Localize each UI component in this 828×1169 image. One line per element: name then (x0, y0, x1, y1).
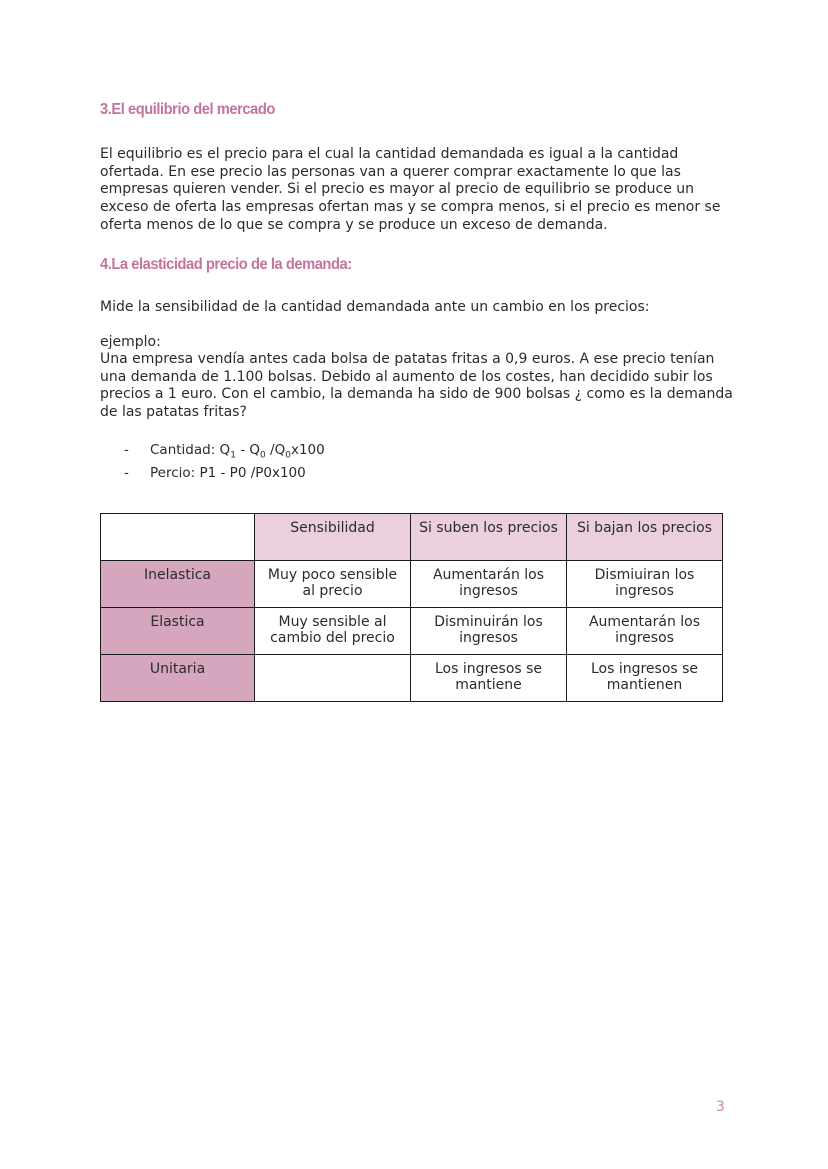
row-label-inelastica: Inelastica (101, 561, 255, 608)
section-3-paragraph: El equilibrio es el precio para el cual la cantidad demandada es igual a la cantidad ofertada. En ese precio las personas van a querer comprar exactamente lo que las empresas quieren vender. Si el precio es mayor al precio de equilibrio se produce un exceso de oferta las empresas ofertan mas y se compra menos, si el precio es menor se oferta menos de lo que se compra y se produce un exceso de demanda. (100, 146, 721, 233)
bullet-dash: - (124, 465, 129, 482)
bullet-dash: - (124, 442, 129, 458)
row-label-unitaria: Unitaria (101, 655, 255, 702)
section-4-heading: 4.La elasticidad precio de la demanda: (100, 256, 352, 273)
header-si-suben: Si suben los precios (411, 514, 567, 561)
header-sensibilidad: Sensibilidad (255, 514, 411, 561)
table-cell (255, 655, 411, 702)
row-label-elastica: Elastica (101, 608, 255, 655)
table-cell: Aumentarán los ingresos (411, 561, 567, 608)
table-cell: Muy poco sensible al precio (255, 561, 411, 608)
example-label: ejemplo: (100, 334, 161, 350)
table-cell: Aumentarán los ingresos (567, 608, 723, 655)
table-cell: Los ingresos se mantienen (567, 655, 723, 702)
section-4-intro: Mide la sensibilidad de la cantidad demandada ante un cambio en los precios: (100, 299, 650, 315)
formula-list (124, 442, 325, 483)
cantidad-formula: Cantidad: $Q_1 - Q_0$ $/Q_0x100$ (150, 442, 325, 461)
section-3-heading: 3.El equilibrio del mercado (100, 101, 275, 118)
page-number: 3 (716, 1099, 725, 1115)
table-header-row (101, 514, 723, 561)
header-si-bajan: Si bajan los precios (567, 514, 723, 561)
table-corner-cell (101, 514, 255, 561)
example-text: Una empresa vendía antes cada bolsa de patatas fritas a 0,9 euros. A ese precio tenían una demanda de 1.100 bolsas. Debido al aumento de los costes, han decidido subir los precios a 1 euro. Con el cambio, la demanda ha sido de 900 bolsas ¿ como es la demanda de las patatas fritas? (100, 351, 733, 421)
table-row (101, 608, 723, 655)
elasticity-table (100, 513, 723, 702)
table-row (101, 561, 723, 608)
table-cell: Los ingresos se mantiene (411, 655, 567, 702)
list-item (124, 442, 325, 465)
list-item (124, 465, 325, 483)
table-cell: Muy sensible al cambio del precio (255, 608, 411, 655)
table-cell: Dismiuiran los ingresos (567, 561, 723, 608)
table-cell: Disminuirán los ingresos (411, 608, 567, 655)
table-row (101, 655, 723, 702)
percio-formula: Percio: P1 - P0 /P0x100 (150, 465, 306, 482)
